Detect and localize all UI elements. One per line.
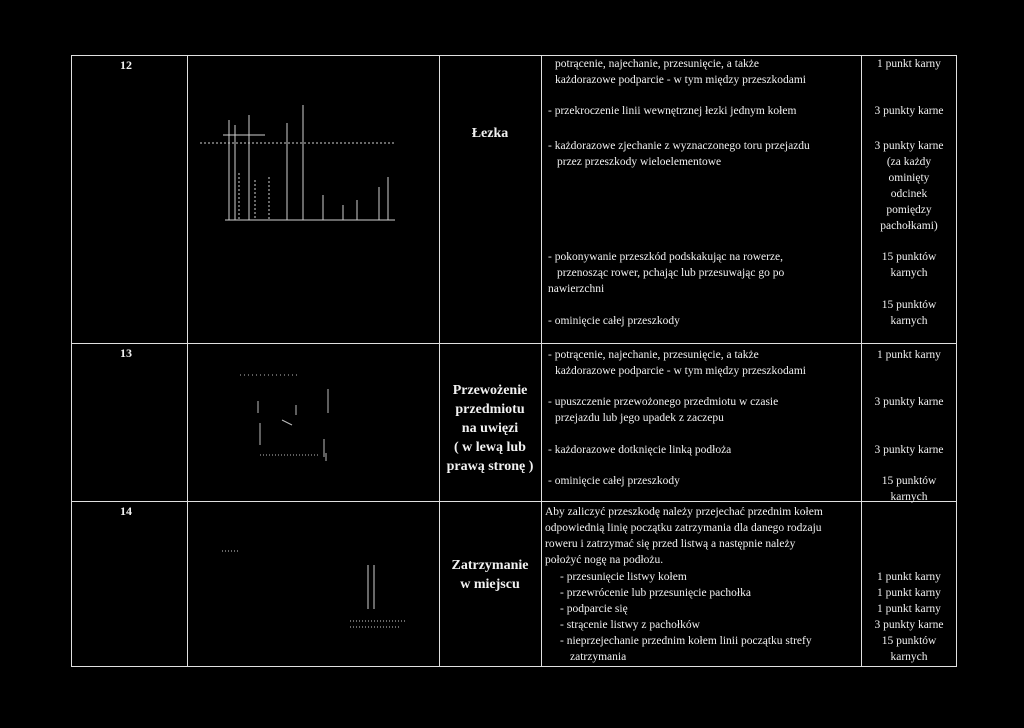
penalty: 3 punkty karne — [874, 444, 944, 456]
penalty: 15 punktów — [881, 251, 937, 263]
description-line: odpowiednią linię początku zatrzymania dla danego rodzaju — [545, 522, 822, 534]
description-line: każdorazowe podparcie - w tym między przeszkodami — [555, 74, 806, 86]
description-line: - podparcie się — [560, 603, 628, 615]
penalty: 15 punktów — [881, 635, 937, 647]
description-line: położyć nogę na podłożu. — [545, 554, 664, 566]
description-line: - upuszczenie przewożonego przedmiotu w czasie — [548, 396, 779, 408]
penalty: 1 punkt karny — [877, 349, 941, 361]
penalty: pomiędzy — [886, 204, 932, 216]
obstacle-name-line: przedmiotu — [455, 402, 525, 417]
obstacle-name-line: na uwięzi — [461, 421, 519, 436]
description-line: - każdorazowe zjechanie z wyznaczonego toru przejazdu — [548, 140, 810, 152]
description-line: - ominięcie całej przeszkody — [548, 315, 680, 327]
description-line: - strącenie listwy z pachołków — [560, 619, 700, 631]
obstacle-name-line: ( w lewą lub — [454, 440, 526, 455]
description-line: Aby zaliczyć przeszkodę należy przejechać przednim kołem — [545, 506, 823, 518]
penalty: 1 punkt karny — [877, 58, 941, 70]
tethered-object-course-sketch-icon — [240, 365, 355, 465]
description-line: nawierzchni — [548, 283, 605, 295]
description-line: roweru i zatrzymać się przed listwą a następnie należy — [545, 538, 796, 550]
row-number: 14 — [120, 504, 132, 518]
penalty: (za każdy — [886, 156, 932, 168]
obstacle-name-line: Przewożenie — [452, 383, 528, 398]
row-number: 12 — [120, 58, 132, 72]
penalty: karnych — [890, 651, 928, 663]
description-line: zatrzymania — [570, 651, 627, 663]
description-line: potrącenie, najechanie, przesunięcie, a także — [555, 58, 760, 70]
description-line: każdorazowe podparcie - w tym między przeszkodami — [555, 365, 806, 377]
obstacle-name-line: prawą stronę ) — [446, 459, 534, 474]
obstacle-name — [440, 556, 540, 594]
description-line: - pokonywanie przeszkód podskakując na rowerze, — [548, 251, 784, 263]
description-line: - przesunięcie listwy kołem — [560, 571, 687, 583]
penalty: karnych — [890, 267, 928, 279]
penalty: 3 punkty karne — [874, 105, 944, 117]
obstacle-name — [440, 381, 540, 476]
obstacle-name-line: w miejscu — [460, 577, 520, 592]
penalty: 1 punkt karny — [877, 587, 941, 599]
penalty: 3 punkty karne — [874, 396, 944, 408]
penalty: 3 punkty karne — [874, 140, 944, 152]
description-line: - każdorazowe dotknięcie linką podłoża — [548, 444, 732, 456]
teardrop-course-sketch-icon — [195, 95, 400, 225]
obstacle-name — [440, 124, 540, 143]
description-line: przez przeszkody wieloelementowe — [557, 156, 722, 168]
description-line: - ominięcie całej przeszkody — [548, 475, 680, 487]
penalty: karnych — [890, 315, 928, 327]
penalty: odcinek — [890, 188, 928, 200]
penalty: pachołkami) — [880, 220, 938, 232]
penalty: 15 punktów — [881, 475, 937, 487]
penalty: 15 punktów — [881, 299, 937, 311]
description-line: - potrącenie, najechanie, przesunięcie, a także — [548, 349, 759, 361]
penalty: 1 punkt karny — [877, 571, 941, 583]
description-line: przejazdu lub jego upadek z zaczepu — [555, 412, 724, 424]
obstacle-name-line: Łezka — [471, 126, 509, 141]
description-line: - nieprzejechanie przednim kołem linii początku strefy — [560, 635, 812, 647]
row-number: 13 — [120, 346, 132, 360]
description-line: przenosząc rower, pchając lub przesuwając go po — [557, 267, 785, 279]
penalty: 1 punkt karny — [877, 603, 941, 615]
description-line: - przewrócenie lub przesunięcie pachołka — [560, 587, 751, 599]
obstacle-name-line: Zatrzymanie — [451, 558, 529, 573]
stop-zone-course-sketch-icon — [220, 545, 410, 645]
penalty: 3 punkty karne — [874, 619, 944, 631]
penalty: karnych — [890, 491, 928, 503]
penalty: ominięty — [888, 172, 930, 184]
description-line: - przekroczenie linii wewnętrznej łezki jednym kołem — [548, 105, 797, 117]
